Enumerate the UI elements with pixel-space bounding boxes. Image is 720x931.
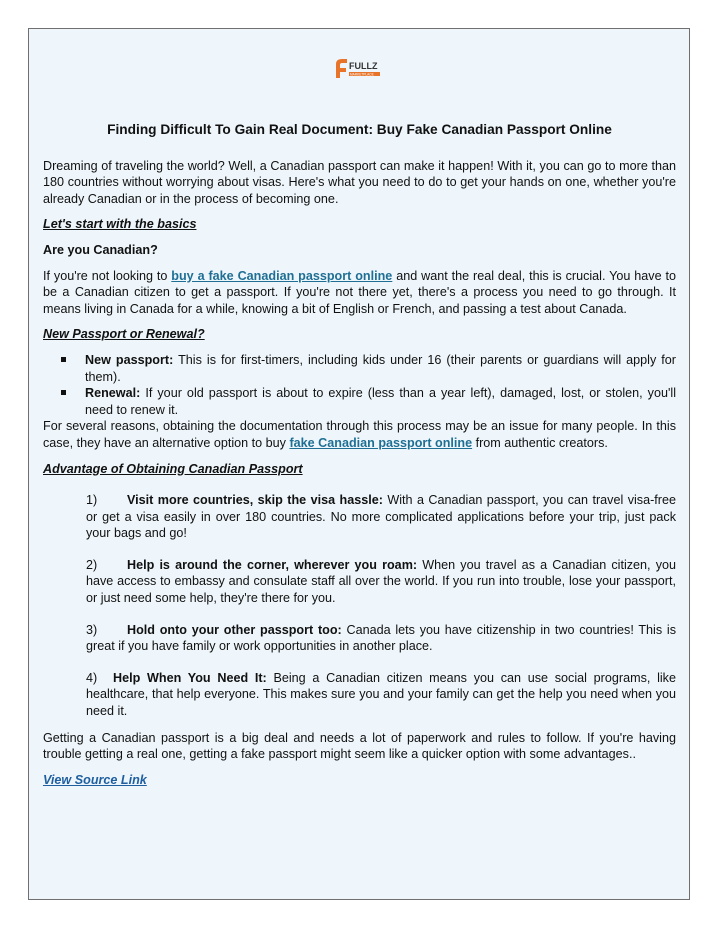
item-label: Help is around the corner, wherever you roam: <box>127 557 418 572</box>
advantage-item-3 <box>86 622 676 655</box>
logo-subtext: MARKETPLACE <box>350 72 374 77</box>
logo-text: FULLZ <box>349 61 378 71</box>
section-heading-advantages: Advantage of Obtaining Canadian Passport <box>43 461 303 476</box>
bullet-text: This is for first-timers, including kids under 16 (their parents or guardians will apply for them). <box>85 352 676 384</box>
item-number: 3) <box>86 622 98 637</box>
alternative-text-end: from authentic creators. <box>472 435 608 450</box>
intro-paragraph: Dreaming of traveling the world? Well, a Canadian passport can make it happen! With it, you can go to more than 180 countries without worrying about visas. Here's what you need to do to get your hands on one, whether you're already Canadian or in the process of becoming one. <box>43 158 676 206</box>
item-number: 4) <box>86 670 98 685</box>
advantage-item-4 <box>86 670 676 720</box>
document-page <box>28 28 690 900</box>
item-text: When you travel as a Canadian citizen, you have access to embassy and consulate staff all over the world. If you run into trouble, lose your passport, or just need some help, they're there for you. <box>86 557 676 606</box>
citizenship-text-end: and want the real deal, this is crucial. You have to be a Canadian citizen to get a passport. If you're not there yet, there's a process you need to go through. It means living in Canada for a while, knowing a bit of English or French, and passing a test about Canada. <box>43 268 676 316</box>
fake-passport-link[interactable]: fake Canadian passport online <box>289 435 473 450</box>
alternative-paragraph <box>43 418 676 451</box>
document-content <box>43 122 676 788</box>
bullet-square-icon <box>61 390 66 395</box>
section-heading-basics: Let's start with the basics <box>43 217 197 232</box>
item-text: With a Canadian passport, you can travel visa-free or get a visa easily in over 180 countries. No more complicated applications before your trip, just pack your bags and go! <box>86 493 676 541</box>
question-heading: Are you Canadian? <box>43 242 158 257</box>
item-label: Visit more countries, skip the visa hassle: <box>127 493 383 508</box>
item-number: 2) <box>86 557 98 572</box>
list-item-new-passport <box>43 352 676 385</box>
item-number: 1) <box>86 493 98 508</box>
advantage-item-1 <box>86 492 676 542</box>
item-text: Canada lets you have citizenship in two countries! This is great if you have family or work opportunities in another place. <box>86 622 676 654</box>
citizenship-text-start: If you're not looking to <box>43 268 172 283</box>
page-title: Finding Difficult To Gain Real Document: Buy Fake Canadian Passport Online <box>107 122 612 137</box>
bullet-square-icon <box>61 357 66 362</box>
item-label: Help When You Need It: <box>113 670 267 685</box>
view-source-link[interactable]: View Source Link <box>43 772 147 787</box>
bullet-text: If your old passport is about to expire (less than a year left), damaged, lost, or stolen, you'll need to renew it. <box>85 386 676 417</box>
bullet-label: New passport: <box>85 352 174 367</box>
buy-passport-link[interactable]: buy a fake Canadian passport online <box>171 268 393 283</box>
bullet-label: Renewal: <box>85 386 141 401</box>
citizenship-paragraph <box>43 268 676 318</box>
alternative-text-start: For several reasons, obtaining the documentation through this process may be an issue for many people. In this case, they have an alternative option to buy <box>43 419 676 450</box>
list-item-renewal <box>43 385 676 418</box>
item-label: Hold onto your other passport too: <box>127 622 342 637</box>
fullz-logo <box>334 58 382 80</box>
closing-paragraph: Getting a Canadian passport is a big deal and needs a lot of paperwork and rules to follow. If you're having trouble getting a real one, getting a fake passport might seem like a quicker option with some advantages.. <box>43 730 676 762</box>
advantage-item-2 <box>86 557 676 607</box>
item-text: Being a Canadian citizen means you can use social programs, like healthcare, that help everyone. This makes sure you and your family can get the help you need when you need it. <box>86 670 676 719</box>
section-heading-renewal: New Passport or Renewal? <box>43 327 205 342</box>
